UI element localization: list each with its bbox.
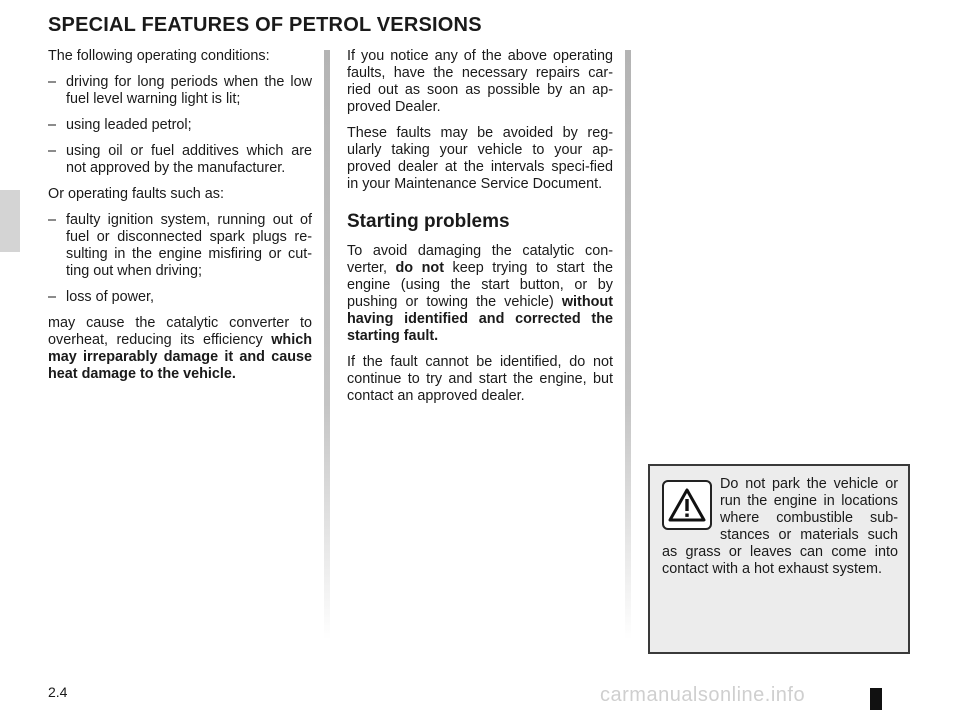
starting-text-1: To avoid damaging the catalytic con-verter, xyxy=(347,243,613,276)
maintenance-paragraph: These faults may be avoided by reg-ularly taking your vehicle to your ap-proved dealer at the intervals speci-fied in your Maintenance Service Document. xyxy=(347,125,613,192)
dash-marker: – xyxy=(48,143,57,159)
list-item xyxy=(48,117,312,134)
consequence-text: may cause the catalytic converter to overheat, reducing its efficiency xyxy=(48,315,312,348)
dash-marker: – xyxy=(48,289,57,305)
list-item-text: loss of power, xyxy=(66,289,154,305)
repair-paragraph: If you notice any of the above operating faults, have the necessary repairs car-ried out as soon as possible by an ap-proved Dealer. xyxy=(347,48,613,115)
dealer-paragraph: If the fault cannot be identified, do not continue to try and start the engine, but contact an approved dealer. xyxy=(347,354,613,404)
starting-text-2: keep trying to start the engine (using the start button, or by pushing or towing the vehicle) xyxy=(347,260,613,310)
list-item-text: faulty ignition system, running out of fuel or disconnected spark plugs re-sulting in the engine misfiring or cut-ting out when driving; xyxy=(66,212,312,279)
left-column xyxy=(48,48,312,392)
consequence-paragraph xyxy=(48,315,312,383)
starting-paragraph xyxy=(347,243,613,345)
starting-emphasis-2: without having identified and corrected the starting fault. xyxy=(347,294,613,344)
warning-text: Do not park the vehicle or run the engine in locations where combustible sub-stances or materials such as grass or leaves can come into contact with a hot exhaust system. xyxy=(662,476,898,577)
warning-box xyxy=(648,464,910,654)
list-item-text: using oil or fuel additives which are not approved by the manufacturer. xyxy=(66,143,312,176)
faults-intro: Or operating faults such as: xyxy=(48,186,224,202)
dash-marker: – xyxy=(48,212,57,228)
list-item xyxy=(48,74,312,108)
dash-marker: – xyxy=(48,74,57,90)
conditions-intro: The following operating conditions: xyxy=(48,48,270,64)
column-divider xyxy=(324,50,330,640)
consequence-emphasis: which may irreparably damage it and cause heat damage to the vehicle. xyxy=(48,332,312,382)
chapter-tab xyxy=(0,190,20,252)
list-item xyxy=(48,289,312,306)
dash-marker: – xyxy=(48,117,57,133)
middle-column xyxy=(347,48,613,414)
starting-emphasis-1: do not xyxy=(395,260,444,276)
page-number: 2.4 xyxy=(48,684,68,700)
column-divider xyxy=(625,50,631,640)
section-heading: Starting problems xyxy=(347,211,510,232)
corner-mark xyxy=(870,688,882,710)
list-item xyxy=(48,212,312,280)
warning-triangle-icon xyxy=(662,480,712,530)
watermark: carmanualsonline.info xyxy=(600,684,806,706)
list-item-text: driving for long periods when the low fuel level warning light is lit; xyxy=(66,74,312,107)
list-item-text: using leaded petrol; xyxy=(66,117,192,133)
list-item xyxy=(48,143,312,177)
page-title: SPECIAL FEATURES OF PETROL VERSIONS xyxy=(48,14,482,36)
